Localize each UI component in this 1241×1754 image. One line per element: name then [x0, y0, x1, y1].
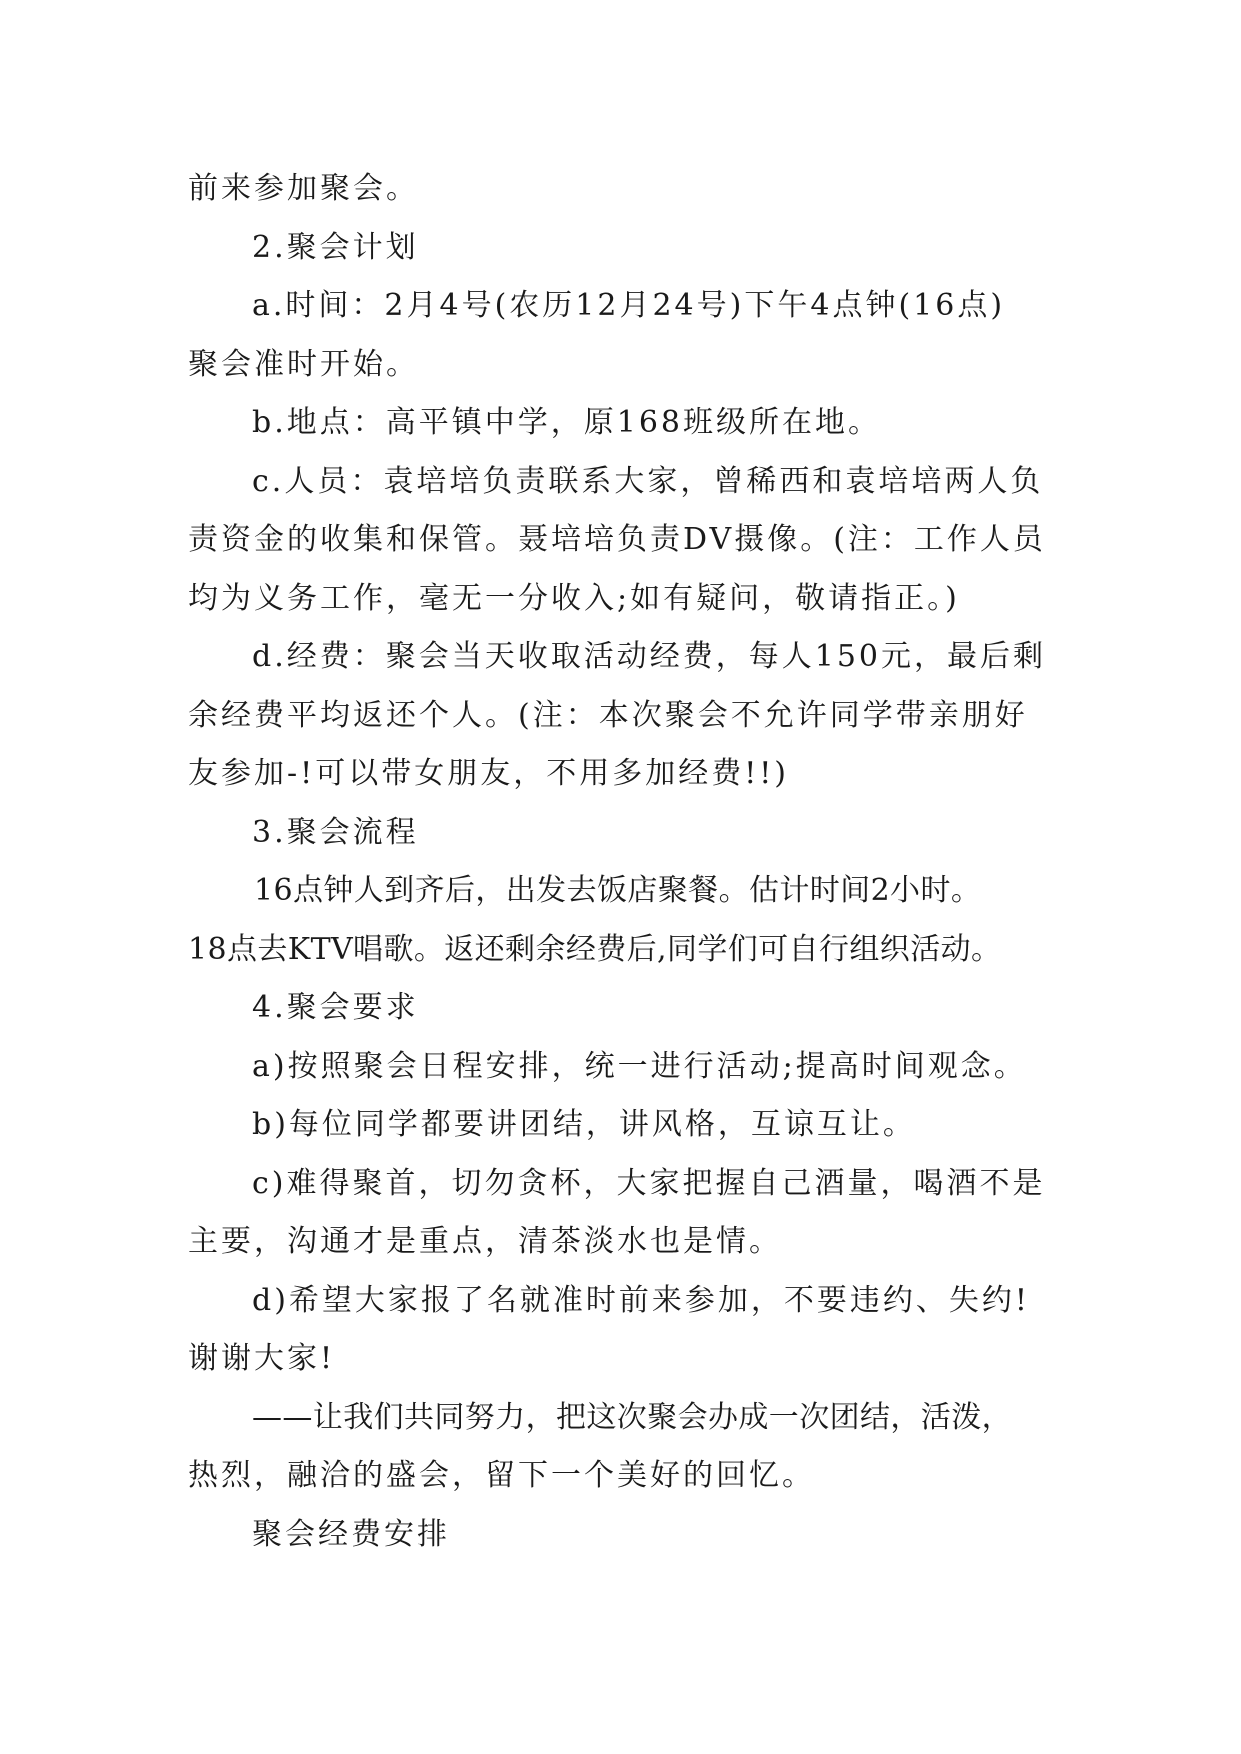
- requirement-item-d: d)希望大家报了名就准时前来参加，不要违约、失约!: [252, 1282, 1030, 1318]
- paragraph-line: 主要，沟通才是重点，清茶淡水也是情。: [188, 1224, 782, 1259]
- paragraph-line: 前来参加聚会。: [188, 171, 419, 206]
- process-text: 16点钟人到齐后，出发去饭店聚餐。估计时间2小时。: [254, 873, 982, 908]
- paragraph-line: 责资金的收集和保管。聂培培负责DV摄像。(注：工作人员: [188, 522, 1046, 557]
- paragraph-line: 均为义务工作，毫无一分收入;如有疑问，敬请指正。): [188, 580, 960, 616]
- plan-item-staff: c.人员：袁培培负责联系大家，曾稀西和袁培培两人负: [252, 463, 1044, 499]
- paragraph-line: 余经费平均返还个人。(注：本次聚会不允许同学带亲朋好: [188, 697, 1028, 733]
- closing-statement: ——让我们共同努力，把这次聚会办成一次团结，活泼，: [252, 1399, 1012, 1435]
- paragraph-line: 谢谢大家!: [188, 1341, 336, 1376]
- plan-item-location: b.地点：高平镇中学，原168班级所在地。: [252, 405, 882, 440]
- plan-item-time: a.时间：2月4号(农历12月24号)下午4点钟(16点): [252, 288, 1006, 323]
- document-body: [188, 160, 1063, 1564]
- section-heading-process: 3.聚会流程: [252, 814, 419, 850]
- plan-item-fees: d.经费：聚会当天收取活动经费，每人150元，最后剩: [252, 639, 1047, 674]
- requirement-item-a: a)按照聚会日程安排，统一进行活动;提高时间观念。: [252, 1048, 1027, 1084]
- requirement-item-c: c)难得聚首，切勿贪杯，大家把握自己酒量，喝酒不是: [252, 1165, 1046, 1201]
- section-heading-plan: 2.聚会计划: [252, 229, 419, 265]
- paragraph-line: 友参加-!可以带女朋友，不用多加经费!!): [188, 756, 790, 791]
- requirement-item-b: b)每位同学都要讲团结，讲风格，互谅互让。: [252, 1107, 916, 1142]
- paragraph-line: 18点去KTV唱歌。返还剩余经费后,同学们可自行组织活动。: [188, 931, 1002, 967]
- section-heading-requirements: 4.聚会要求: [252, 990, 419, 1025]
- section-heading-budget: 聚会经费安排: [252, 1516, 450, 1552]
- paragraph-line: 聚会准时开始。: [188, 346, 419, 382]
- paragraph-line: 热烈，融洽的盛会，留下一个美好的回忆。: [188, 1458, 815, 1493]
